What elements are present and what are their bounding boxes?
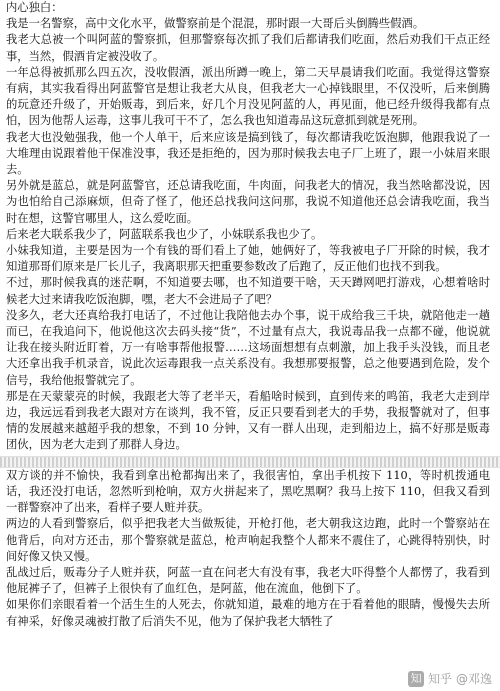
paragraph: 不过，那时候我真的迷茫啊，不知道要去哪，也不知道要干啥，天天蹲网吧打游戏，心想着啥时候老大过来请我吃饭泡脚，嘿，老大不会进局子了吧？ [6, 276, 490, 306]
paragraph: 小妹我知道，主要是因为一个有钱的哥们看上了她，她俩好了，等我被电子厂开除的时候，我才知道那哥们原来是厂长儿子，我离职那天把重要参数改了后跑了，反正他们也找不到我。 [6, 244, 490, 274]
zhihu-logo-icon: 知 [408, 671, 424, 687]
story-heading: 内心独白： [6, 1, 63, 14]
paragraph: 另外就是蓝总，就是阿蓝警官，还总请我吃面，牛肉面，问我老大的情况，我当然啥都没说，因为也怕给自己添麻烦，但奇了怪了，他还总找我问这问那，我说不知道他还总会请我吃面，我当时在想，这警官哪里人，这么爱吃面。 [6, 179, 490, 225]
page-break-divider [0, 456, 500, 468]
paragraph: 那是在天蒙蒙亮的时候，我跟老大等了老半天，看船啥时候到，直到传来的鸣笛，我老大走到岸边，我远远看到我老大跟对方在谈判，我不管，反正只要看到老大的手势，我报警就对了，但事情的发展越来越超乎我的想象，不到 10 分钟，又有一群人出现，走到船边上，搞不好那是贩毒团伙，因为老大走到了那群人身边。 [6, 389, 490, 452]
paragraph: 我老大也没勉强我，他一个人单干，后来应该是搞到钱了，每次都请我吃饭泡脚，他跟我说了一大堆理由说跟着他干保准没事，我还是拒绝的，因为那时候我去电子厂上班了，跟一小妹眉来眼去。 [6, 130, 490, 177]
paragraph: 我老大总被一个叫阿蓝的警察抓，但那警察每次抓了我们后都请我们吃面，然后劝我们干点正经事，当然，假酒肯定被没收了。 [6, 33, 490, 63]
paragraph: 后来老大联系我少了，阿蓝联系我也少了，小妹联系我也少了。 [6, 227, 323, 241]
story-top-section [6, 0, 490, 454]
paragraph: 双方谈的并不愉快，我看到拿出枪都掏出来了，我很害怕，拿出手机按下 110，等时机拨通电话，我还没打电话，忽然听到枪响，双方火拼起来了，黑吃黑啊？我马上按下 110，但我又看到一群警察冲了出来，看样子要人赃并获。 [6, 468, 490, 515]
paragraph: 没多久，老大还真给我打电话了，不过他让我陪他去办个事，说干成给我三千块，就陪他走一趟而已，在我追问下，他说他这次去码头接“货”，不过量有点大，我说毒品我一点都不碰，他说就让我在接头附近盯着，万一有啥事帮他报警……这场面想想有点刺激，加上我手头没钱，而且老大还拿出我手机录音，说此次运毒跟我一点关系没有。我想那要报警，总之他要遇到危险，发个信号，我给他报警就完了。 [6, 308, 490, 387]
paragraph: 如果你们亲眼看着一个活生生的人死去，你就知道，最难的地方在于看着他的眼睛，慢慢失去所有神采，好像灵魂被打散了后消失不见，他为了保护我老大牺牲了 [6, 598, 490, 628]
paragraph: 乱战过后，贩毒分子人赃并获，阿蓝一直在问老大有没有事，我老大吓得整个人都愣了，我看到他屁裤子了，但裤子上很快有了血红色，是阿蓝，他在流血，他倒下了。 [6, 565, 490, 596]
watermark-text: 知乎 @邓逸 [428, 671, 492, 686]
paragraph: 一年总得被抓那么四五次，没收假酒，派出所蹲一晚上，第二天早晨请我们吃面。我觉得这警察有病，其实我看得出阿蓝警官是想让我老大从良，但我老大一心掉钱眼里，不仅没听，后来倒腾的玩意还升级了，开始贩毒，到后来，好几个月没见阿蓝的人，再见面，他已经升级得我都有点怕，因为他帮人运毒，这事儿我可干不了，怎么我也知道毒品这玩意抓到就是死刑。 [6, 65, 490, 128]
paragraph: 我是一名警察，高中文化水平，做警察前是个混混，那时跟一大哥后头倒腾些假酒。 [6, 17, 424, 31]
paragraph: 两边的人看到警察后，似乎把我老大当做叛徒，开枪打他，老大朝我这边跑，此时一个警察站在他背后，向对方还击，那个警察就是蓝总，枪声响起我整个人都来不震住了，心跳得特别快，时间好像又快又慢。 [6, 517, 490, 563]
story-bottom-section [6, 468, 490, 630]
zhihu-watermark [408, 671, 492, 687]
